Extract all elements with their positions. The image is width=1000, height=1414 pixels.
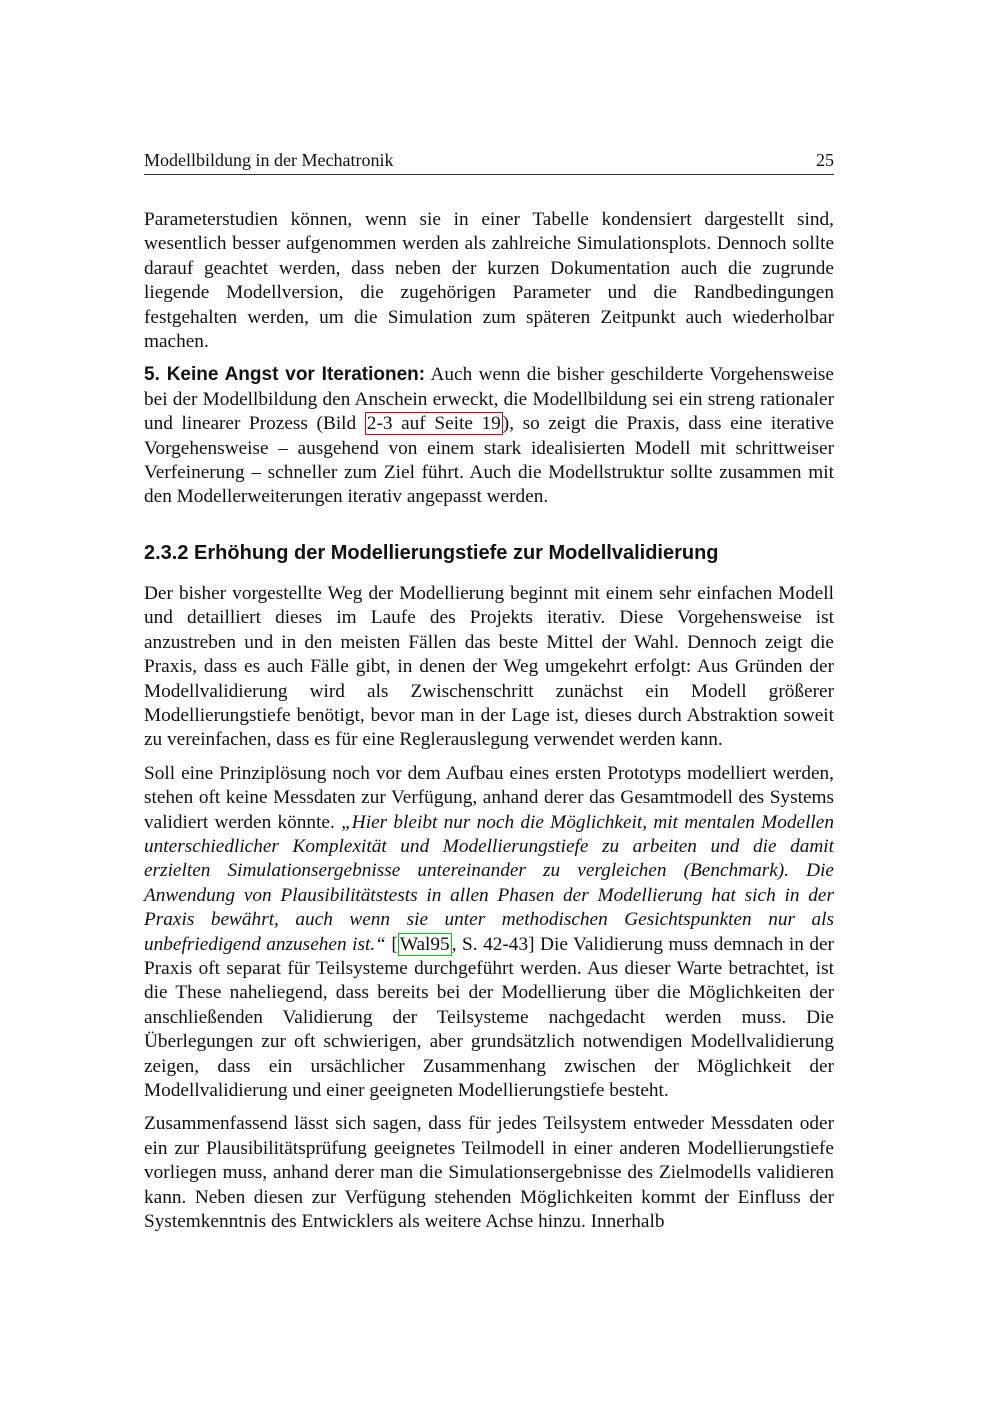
citation-open: [ bbox=[385, 933, 398, 955]
item-text: Auch wenn die bisher geschilderte Vorgehensweise bei der Modellbildung den Anschein erweckt, die Modellbildung sei ein streng rationaler und linearer Prozess (Bild bbox=[144, 364, 834, 435]
paragraph-text-cont: , S. 42-43] Die Validierung muss demnach in der Praxis oft separat für Teilsysteme durchgeführt werden. Aus dieser Warte betrachtet, ist die These naheliegend, dass bereits bei der Modellierung über die Möglichkeiten der anschließenden Validierung der Teilsysteme nachgedacht werden muss. Die Überlegungen zur oft schwierigen, aber grundsätzlich notwendigen Modellvalidierung zeigen, dass ein ursächlicher Zusammenhang zwischen der Möglichkeit der Modellvalidierung und einer geeigneten Modellierungstiefe besteht. bbox=[144, 933, 834, 1101]
paragraph: Parameterstudien können, wenn sie in einer Tabelle kondensiert dargestellt sind, wesentlich besser aufgenommen werden als zahlreiche Simulationsplots. Dennoch sollte darauf geachtet werden, dass neben der kurzen Dokumentation auch die zugrunde liegende Modellversion, die zugehörigen Parameter und die Randbedingungen festgehalten werden, um die Simulation zum späteren Zeitpunkt auch wiederholbar machen. bbox=[144, 209, 834, 353]
item-label: 5. Keine Angst vor Iterationen: bbox=[144, 364, 426, 386]
item-text-cont: ), so zeigt die Praxis, dass eine iterative Vorgehensweise – ausgehend von einem stark idealisierten Modell mit schrittweiser Verfeinerung – schneller zum Ziel führt. Auch die Modellstruktur sollte zusammen mit den Modellerweiterungen iterativ angepasst werden. bbox=[144, 413, 834, 508]
citation-link[interactable]: Wal95 bbox=[399, 933, 450, 955]
figure-reference-link[interactable]: 2-3 auf Seite 19 bbox=[366, 413, 501, 435]
paragraph-text: Soll eine Prinziplösung noch vor dem Aufbau eines ersten Prototyps modelliert werden, stehen oft keine Messdaten zur Verfügung, anhand derer das Gesamtmodell des Systems validiert werden könnte. bbox=[144, 762, 834, 833]
paragraph: Zusammenfassend lässt sich sagen, dass für jedes Teilsystem entweder Messdaten oder ein zur Plausibilitätsprüfung geeignetes Teilmodell in einer anderen Modellierungstiefe vorliegen muss, anhand derer man die Simulationsergebnisse des Zielmodells validieren kann. Neben diesen zur Verfügung stehenden Möglichkeiten kommt der Einfluss der Systemkenntnis des Entwicklers als weitere Achse hinzu. Innerhalb bbox=[144, 1113, 834, 1233]
paragraph: Der bisher vorgestellte Weg der Modellierung beginnt mit einem sehr einfachen Modell und detailliert dieses im Laufe des Projekts iterativ. Diese Vorgehensweise ist anzustreben und in den meisten Fällen das beste Mittel der Wahl. Dennoch zeigt die Praxis, dass es auch Fälle gibt, in denen der Weg umgekehrt erfolgt: Aus Gründen der Modellvalidierung wird als Zwischenschritt zunächst ein Modell größerer Modellierungstiefe benötigt, bevor man in der Lage ist, dieses durch Abstraktion soweit zu vereinfachen, dass es für eine Reglerauslegung verwendet werden kann. bbox=[144, 582, 834, 751]
block-quote: „Hier bleibt nur noch die Möglichkeit, mit mentalen Modellen unterschiedlicher Komplexität und Modellierungstiefe zu arbeiten und die damit erzielten Simulationsergebnisse untereinander zu vergleichen (Benchmark). Die Anwendung von Plausibilitätstests in allen Phasen der Modellierung hat sich in der Praxis bewährt, auch wenn sie unter methodischen Gesichtspunkten nur als unbefriedigend anzusehen ist.“ bbox=[144, 811, 834, 955]
running-title: Modellbildung in der Mechatronik bbox=[144, 150, 394, 170]
section-heading: 2.3.2 Erhöhung der Modellierungstiefe zur Modellvalidierung bbox=[144, 541, 719, 564]
body-text bbox=[144, 208, 834, 1243]
running-header bbox=[144, 148, 834, 175]
paragraph-with-quote bbox=[144, 762, 834, 1104]
list-item-5 bbox=[144, 363, 834, 509]
page-number: 25 bbox=[816, 150, 834, 170]
